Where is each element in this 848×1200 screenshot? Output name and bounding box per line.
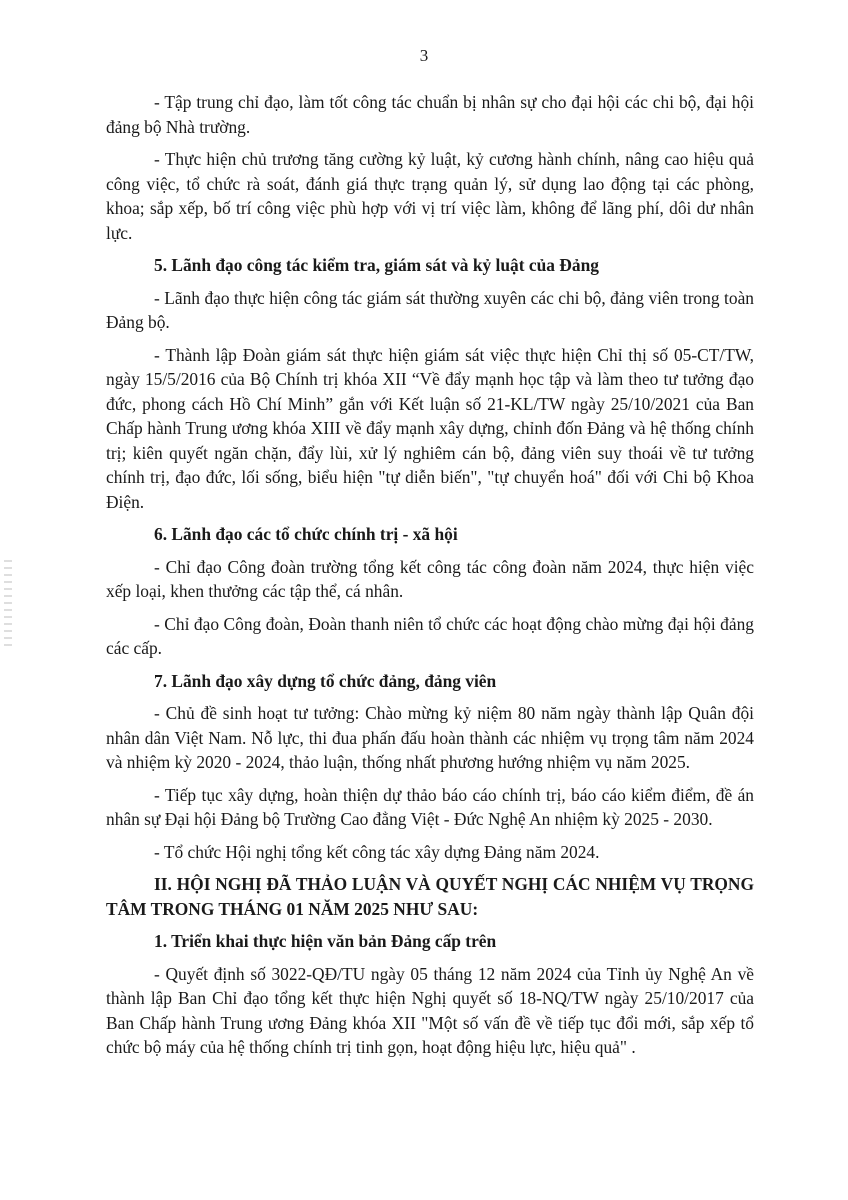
paragraph-congress-draft: - Tiếp tục xây dựng, hoàn thiện dự thảo báo cáo chính trị, báo cáo kiểm điểm, đề án nhân sự Đại hội Đảng bộ Trường Cao đẳng Việt - Đức Nghệ An nhiệm kỳ 2025 - 2030. [106,784,754,829]
paragraph-trade-union: - Chỉ đạo Công đoàn trường tổng kết công tác công đoàn năm 2024, thực hiện việc xếp loại, khen thưởng các tập thể, cá nhân. [106,556,754,601]
scan-margin-marks [4,560,12,650]
page-number: 3 [419,46,429,65]
paragraph-supervision: - Lãnh đạo thực hiện công tác giám sát thường xuyên các chi bộ, đảng viên trong toàn Đảng bộ. [106,287,754,332]
paragraph-discipline: - Thực hiện chủ trương tăng cường kỷ luật, kỷ cương hành chính, nâng cao hiệu quả công việc, tổ chức rà soát, đánh giá thực trạng quản lý, sử dụng lao động tại các phòng, khoa; sắp xếp, bố trí công việc phù hợp với vị trí việc làm, không để lãng phí, dôi dư nhân lực. [106,149,754,243]
heading-section-5: 5. Lãnh đạo công tác kiểm tra, giám sát và kỷ luật của Đảng [154,255,599,275]
paragraph-ideology-theme: - Chủ đề sinh hoạt tư tưởng: Chào mừng kỷ niệm 80 năm ngày thành lập Quân đội nhân dân Việt Nam. Nỗ lực, thi đua phấn đấu hoàn thành các nhiệm vụ trọng tâm năm 2024 và nhiệm kỳ 2020 - 2024, thảo luận, thống nhất phương hướng nhiệm vụ năm 2025. [106,703,754,772]
paragraph-review-conference: - Tổ chức Hội nghị tổng kết công tác xây dựng Đảng năm 2024. [154,841,600,862]
heading-part-2: II. HỘI NGHỊ ĐÃ THẢO LUẬN VÀ QUYẾT NGHỊ CÁC NHIỆM VỤ TRỌNG TÂM TRONG THÁNG 01 NĂM 2025 NHƯ SAU: [106,874,754,919]
paragraph-decision-3022: - Quyết định số 3022-QĐ/TU ngày 05 tháng 12 năm 2024 của Tỉnh ủy Nghệ An về thành lập Ban Chỉ đạo tổng kết thực hiện Nghị quyết số 18-NQ/TW ngày 25/10/2017 của Ban Chấp hành Trung ương Đảng khóa XII "Một số vấn đề về tiếp tục đổi mới, sắp xếp tổ chức bộ máy của hệ thống chính trị tinh gọn, hoạt động hiệu lực, hiệu quả" . [106,963,754,1057]
heading-section-7: 7. Lãnh đạo xây dựng tổ chức đảng, đảng viên [154,670,497,691]
document-body [106,90,754,1068]
heading-part-2-item-1: 1. Triển khai thực hiện văn bản Đảng cấp trên [154,931,497,951]
paragraph-inspection-team: - Thành lập Đoàn giám sát thực hiện giám sát việc thực hiện Chỉ thị số 05-CT/TW, ngày 15/5/2016 của Bộ Chính trị khóa XII “Về đẩy mạnh học tập và làm theo tư tưởng đạo đức, phong cách Hồ Chí Minh” gắn với Kết luận số 21-KL/TW ngày 25/10/2021 của Ban Chấp hành Trung ương khóa XIII về đẩy mạnh xây dựng, chỉnh đốn Đảng và hệ thống chính trị; kiên quyết ngăn chặn, đẩy lùi, xử lý nghiêm cán bộ, đảng viên suy thoái về tư tưởng chính trị, đạo đức, lối sống, biểu hiện "tự diễn biến", "tự chuyển hoá" đối với Chi bộ Khoa Điện. [106,344,754,512]
paragraph-staff-preparation: - Tập trung chỉ đạo, làm tốt công tác chuẩn bị nhân sự cho đại hội các chi bộ, đại hội đảng bộ Nhà trường. [106,92,754,137]
heading-section-6: 6. Lãnh đạo các tổ chức chính trị - xã hội [154,524,458,544]
paragraph-youth-union: - Chỉ đạo Công đoàn, Đoàn thanh niên tổ chức các hoạt động chào mừng đại hội đảng các cấp. [106,613,754,658]
